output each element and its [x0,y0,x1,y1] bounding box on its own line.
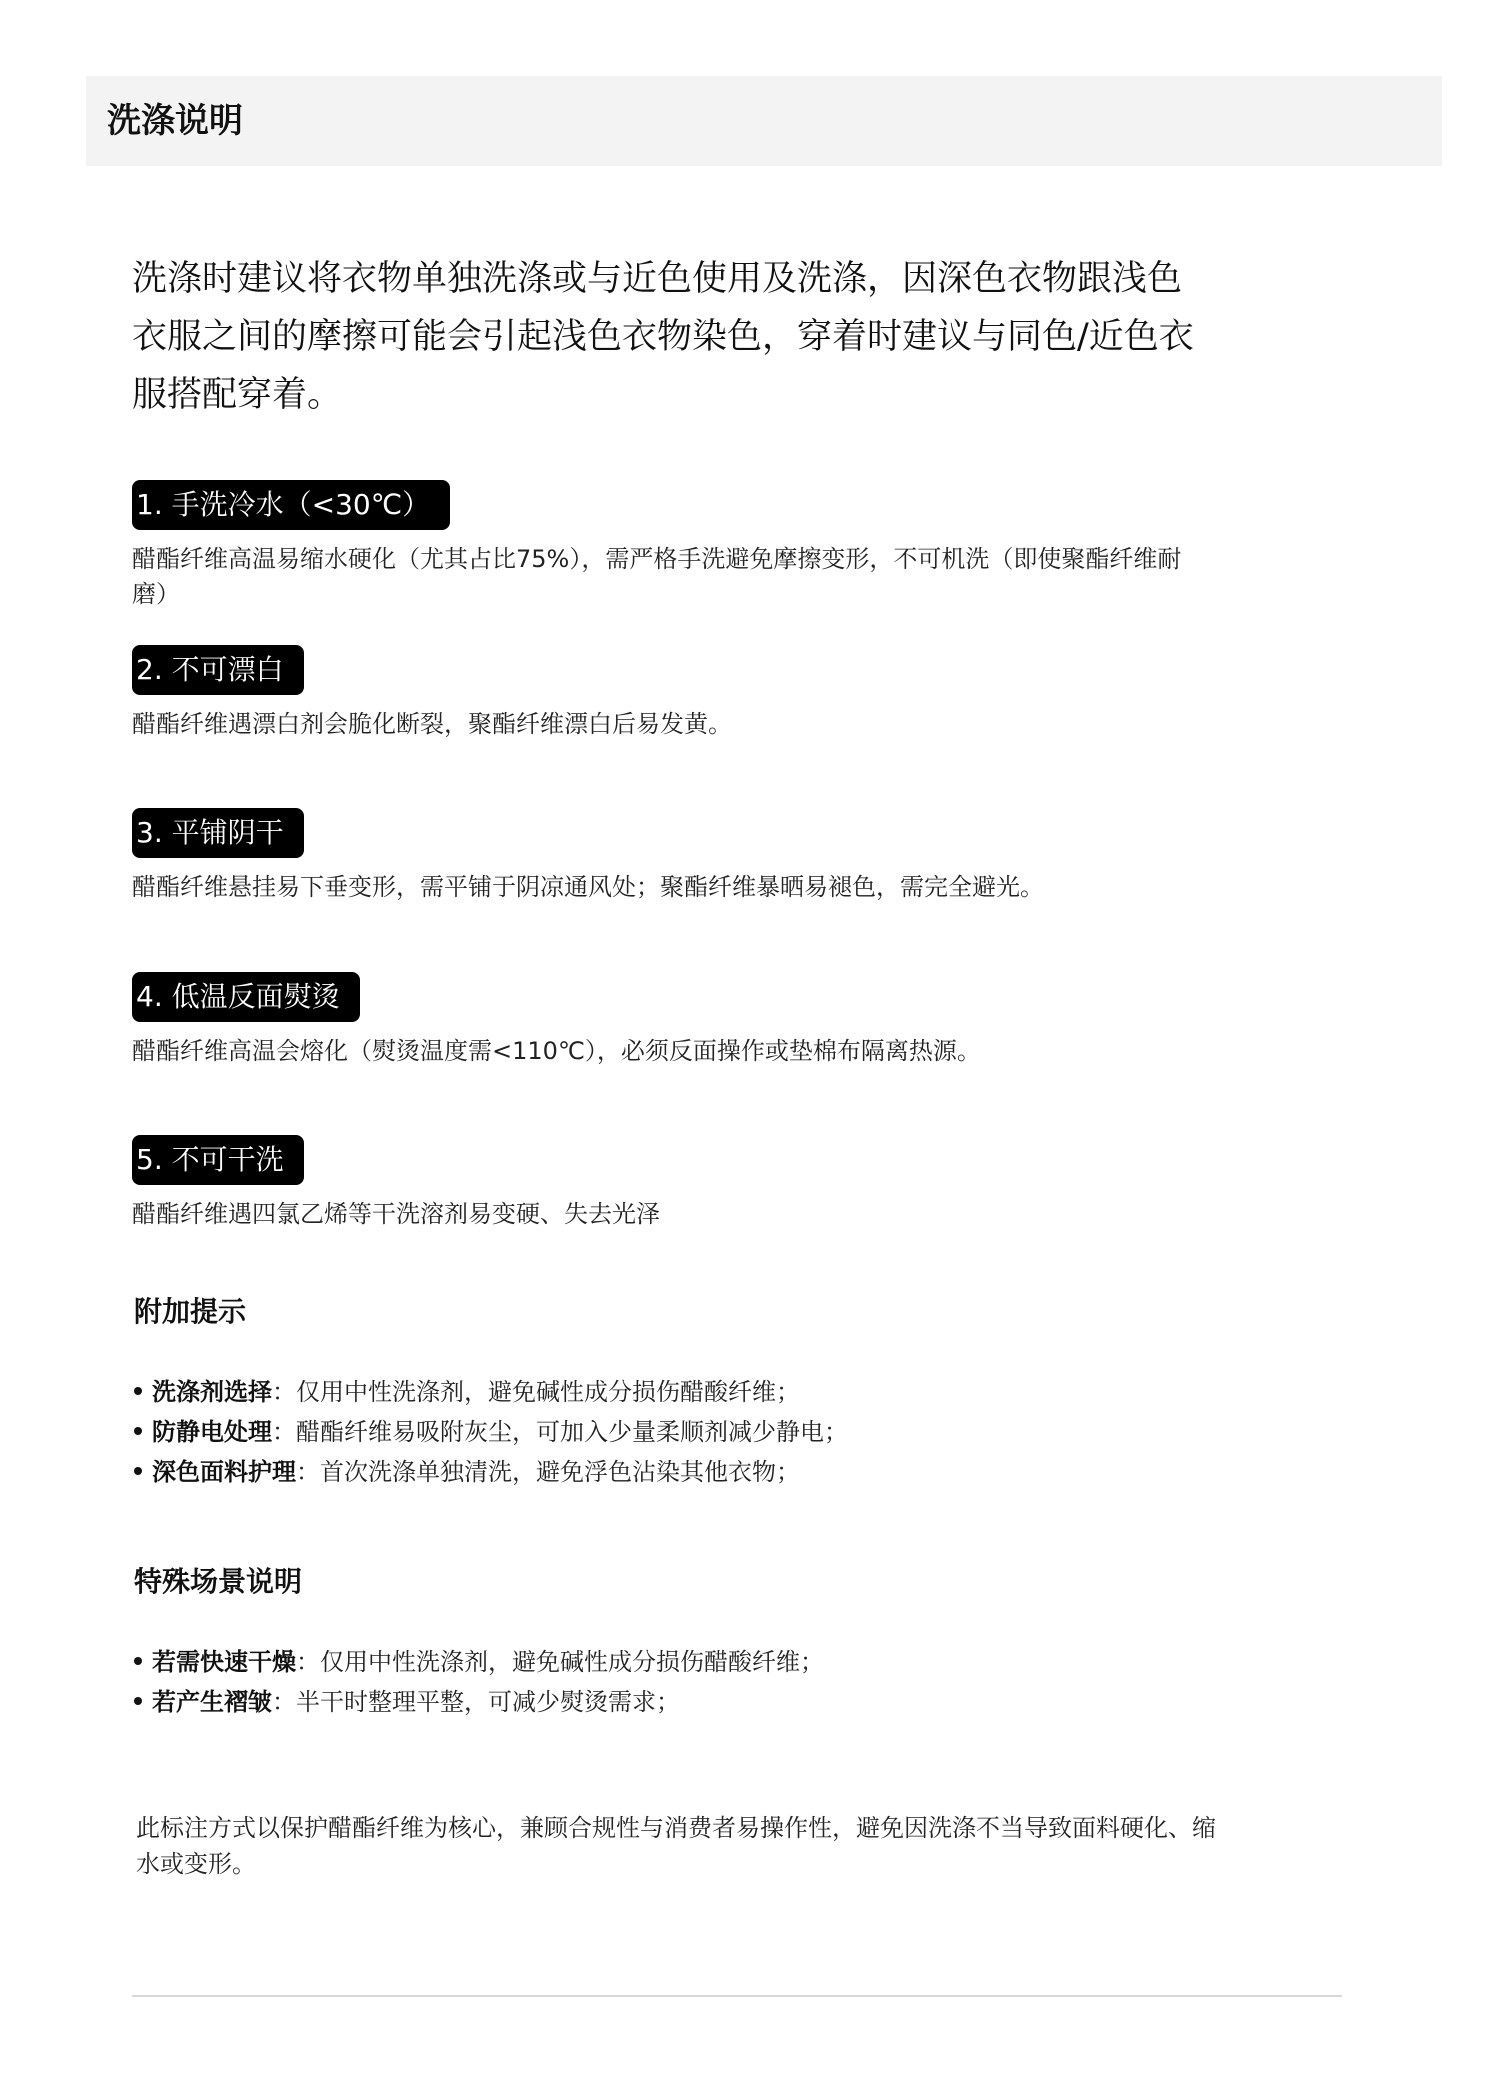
section-tag: 3. 平铺阴干 [132,808,304,858]
item-text: 半干时整理平整，可减少熨烫需求； [296,1688,680,1716]
item-label: 若产生褶皱 [152,1688,272,1716]
list-item [134,1682,1214,1722]
bullet-icon [134,1697,142,1705]
list-item [134,1372,1214,1412]
intro-paragraph: 洗涤时建议将衣物单独洗涤或与近色使用及洗涤，因深色衣物跟浅色衣服之间的摩擦可能会引起浅色衣物染色，穿着时建议与同色/近色衣服搭配穿着。 [132,259,1194,415]
bullet-icon [134,1657,142,1665]
item-separator: ： [296,1648,320,1676]
care-section-dry-flat [132,808,1212,905]
item-label: 深色面料护理 [152,1458,296,1486]
bullet-icon [134,1427,142,1435]
section-tag: 1. 手洗冷水（<30℃） [132,480,450,530]
footer-divider [132,1995,1342,1997]
list-item [134,1412,1214,1452]
care-section-no-dry-clean [132,1135,1212,1232]
section-tag: 5. 不可干洗 [132,1135,304,1185]
page-title: 洗涤说明 [107,101,243,141]
bullet-icon [134,1387,142,1395]
tips-list [134,1372,1214,1492]
care-section-low-iron [132,972,1212,1069]
scenarios-list [134,1642,1214,1722]
item-text: 醋酯纤维易吸附灰尘，可加入少量柔顺剂减少静电； [296,1418,848,1446]
closing-note: 此标注方式以保护醋酯纤维为核心，兼顾合规性与消费者易操作性，避免因洗涤不当导致面料硬化、缩水或变形。 [136,1814,1216,1878]
item-separator: ： [272,1378,296,1406]
item-separator: ： [272,1418,296,1446]
item-separator: ： [272,1688,296,1716]
item-separator: ： [296,1458,320,1486]
list-item [134,1642,1214,1682]
item-label: 防静电处理 [152,1418,272,1446]
item-text: 首次洗涤单独清洗，避免浮色沾染其他衣物； [320,1458,800,1486]
item-text: 仅用中性洗涤剂，避免碱性成分损伤醋酸纤维； [320,1648,824,1676]
item-text: 仅用中性洗涤剂，避免碱性成分损伤醋酸纤维； [296,1378,800,1406]
section-tag: 4. 低温反面熨烫 [132,972,360,1022]
header-bar [86,76,1442,166]
item-label: 洗涤剂选择 [152,1378,272,1406]
item-label: 若需快速干燥 [152,1648,296,1676]
section-body: 醋酯纤维高温会熔化（熨烫温度需<110℃），必须反面操作或垫棉布隔离热源。 [132,1037,981,1065]
section-body: 醋酯纤维悬挂易下垂变形，需平铺于阴凉通风处；聚酯纤维暴晒易褪色，需完全避光。 [132,873,1044,901]
list-item [134,1452,1214,1492]
scenarios-heading: 特殊场景说明 [134,1565,303,1598]
tips-heading: 附加提示 [134,1295,247,1328]
section-tag: 2. 不可漂白 [132,645,304,695]
care-section-no-bleach [132,645,1212,742]
section-body: 醋酯纤维高温易缩水硬化（尤其占比75%），需严格手洗避免摩擦变形，不可机洗（即使聚酯纤维耐磨） [132,545,1182,608]
section-body: 醋酯纤维遇漂白剂会脆化断裂，聚酯纤维漂白后易发黄。 [132,710,732,738]
section-body: 醋酯纤维遇四氯乙烯等干洗溶剂易变硬、失去光泽 [132,1200,660,1228]
care-section-hand-wash [132,480,1212,612]
bullet-icon [134,1467,142,1475]
